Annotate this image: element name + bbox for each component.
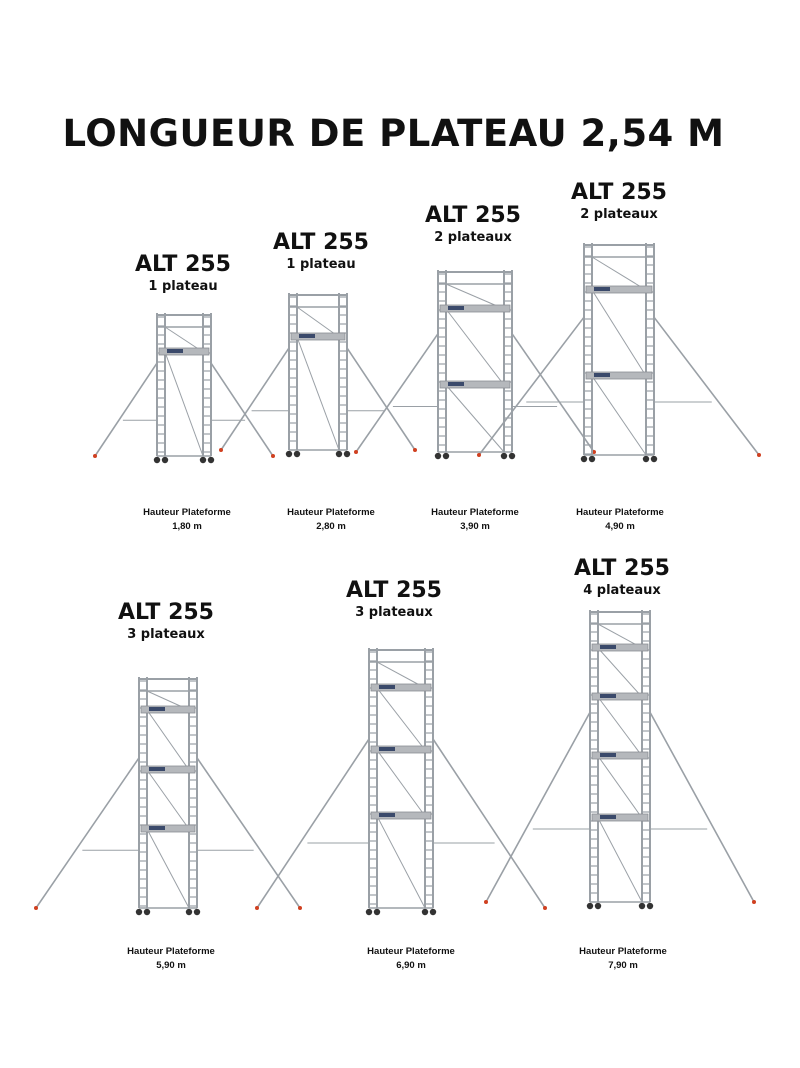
tower-1-caption-label: Hauteur Plateforme — [143, 507, 231, 518]
diagonal-brace — [598, 756, 642, 818]
platform-label — [600, 753, 616, 757]
tower-3-model: ALT 255 — [425, 203, 521, 228]
outrigger-foot — [752, 900, 756, 904]
tower-7-caption — [579, 945, 667, 973]
platform-label — [600, 645, 616, 649]
outrigger — [650, 712, 754, 902]
tower-5-model: ALT 255 — [118, 600, 214, 625]
tower-3-height: 3,90 m — [460, 521, 490, 532]
tower-2-model: ALT 255 — [273, 230, 369, 255]
tower-2-platforms: 1 plateau — [286, 257, 356, 272]
outrigger-foot — [484, 900, 488, 904]
tower-6-model: ALT 255 — [346, 578, 442, 603]
tower-2-height: 2,80 m — [316, 521, 346, 532]
tower-2-caption-label: Hauteur Plateforme — [287, 507, 375, 518]
diagonal-brace — [598, 818, 642, 902]
tower-4-height: 4,90 m — [605, 521, 635, 532]
page-title: LONGUEUR DE PLATEAU 2,54 M — [62, 112, 725, 155]
tower-1-model: ALT 255 — [135, 252, 231, 277]
tower-3-platforms: 2 plateaux — [434, 230, 512, 245]
tower-5-platforms: 3 plateaux — [127, 627, 205, 642]
tower-4-model: ALT 255 — [571, 180, 667, 205]
tower-7-platforms: 4 plateaux — [583, 583, 661, 598]
tower-5-caption-label: Hauteur Plateforme — [127, 946, 215, 957]
tower-3-caption-label: Hauteur Plateforme — [431, 507, 519, 518]
tower-4-caption-label: Hauteur Plateforme — [576, 507, 664, 518]
outrigger — [486, 712, 590, 902]
tower-5-height: 5,90 m — [156, 960, 186, 971]
platform-label — [600, 694, 616, 698]
tower-1-platforms: 1 plateau — [148, 279, 218, 294]
tower-6-platforms: 3 plateaux — [355, 605, 433, 620]
diagonal-brace — [598, 697, 642, 756]
tower-1-height: 1,80 m — [172, 521, 202, 532]
wheel — [595, 903, 601, 909]
tower-4-platforms: 2 plateaux — [580, 207, 658, 222]
tower-6-height: 6,90 m — [396, 960, 426, 971]
tower-7-model: ALT 255 — [574, 556, 670, 581]
wheel — [647, 903, 653, 909]
tower-7-height: 7,90 m — [608, 960, 638, 971]
tower-7-caption-label: Hauteur Plateforme — [579, 946, 667, 957]
platform-label — [600, 815, 616, 819]
tower-6-caption-label: Hauteur Plateforme — [367, 946, 455, 957]
wheel — [587, 903, 593, 909]
diagonal-brace — [598, 648, 642, 697]
wheel — [639, 903, 645, 909]
